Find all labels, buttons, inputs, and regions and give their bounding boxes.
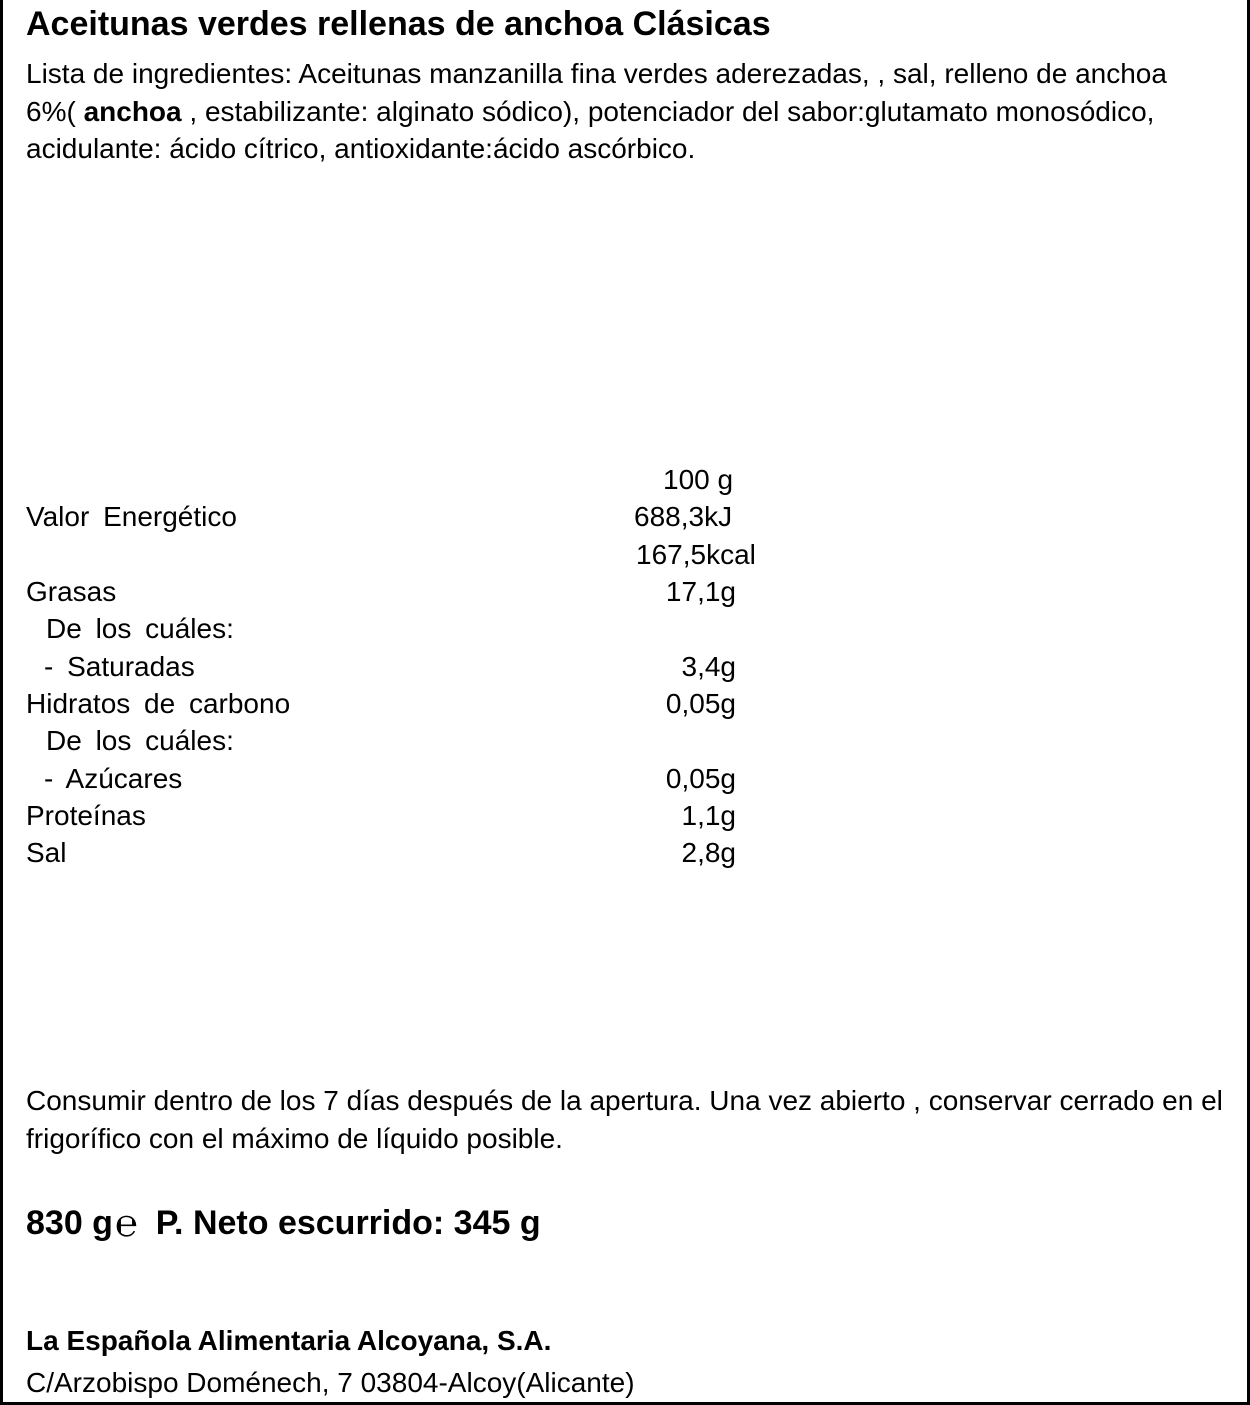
nutrition-value-protein: 1,1g [681, 800, 736, 831]
ingredients-text-prefix: Lista de ingredientes: Aceitunas manzanilla fina verdes aderezadas, , sal, relleno de anchoa 6%( [26, 58, 1167, 127]
net-weight: 830 g [26, 1204, 113, 1242]
nutrition-label-fat: Grasas [26, 576, 117, 607]
nutrition-label-carbohydrates: Hidratos de carbono [26, 688, 291, 719]
company-name: La Española Alimentaria Alcoyana, S.A. [26, 1325, 552, 1356]
nutrition-label-salt: Sal [26, 837, 67, 868]
nutrition-value-energy-kcal: 167,5kcal [636, 539, 756, 570]
ingredients-list [26, 55, 1206, 168]
nutrition-label-protein: Proteínas [26, 800, 146, 831]
product-title: Aceitunas verdes rellenas de anchoa Clásicas [26, 5, 771, 43]
nutrition-value-energy-kj: 688,3kJ [634, 501, 733, 532]
nutrition-label-of-which-carbs: De los cuáles: [46, 725, 234, 756]
ingredients-allergen: anchoa [83, 95, 182, 127]
weight-line [26, 1202, 541, 1244]
nutrition-label-energy: Valor Energético [26, 501, 237, 532]
drained-weight: P. Neto escurrido: 345 g [155, 1204, 541, 1242]
storage-instructions: Consumir dentro de los 7 días después de la apertura. Una vez abierto , conservar cerrado en el frigorífico con el máximo de líquido posible. [26, 1085, 1223, 1154]
ingredients-text-suffix: , estabilizante: alginato sódico), potenciador del sabor:glutamato monosódico, acidulante: ácido cítrico, antioxidante:ácido ascórbico. [26, 95, 1155, 164]
nutrition-label-saturated: - Saturadas [44, 651, 195, 682]
nutrition-label-of-which-fat: De los cuáles: [46, 613, 234, 644]
nutrition-label-sugars: - Azúcares [44, 763, 183, 794]
company-address: C/Arzobispo Doménech, 7 03804-Alcoy(Alicante) [26, 1367, 635, 1398]
nutrition-header-per-100g: 100 g [663, 464, 734, 495]
estimated-sign-icon: ℮ [114, 1201, 138, 1245]
nutrition-value-fat: 17,1g [665, 576, 736, 607]
nutrition-value-carbohydrates: 0,05g [665, 688, 736, 719]
nutrition-value-saturated: 3,4g [681, 651, 736, 682]
nutrition-value-salt: 2,8g [681, 837, 736, 868]
nutrition-value-sugars: 0,05g [665, 763, 736, 794]
